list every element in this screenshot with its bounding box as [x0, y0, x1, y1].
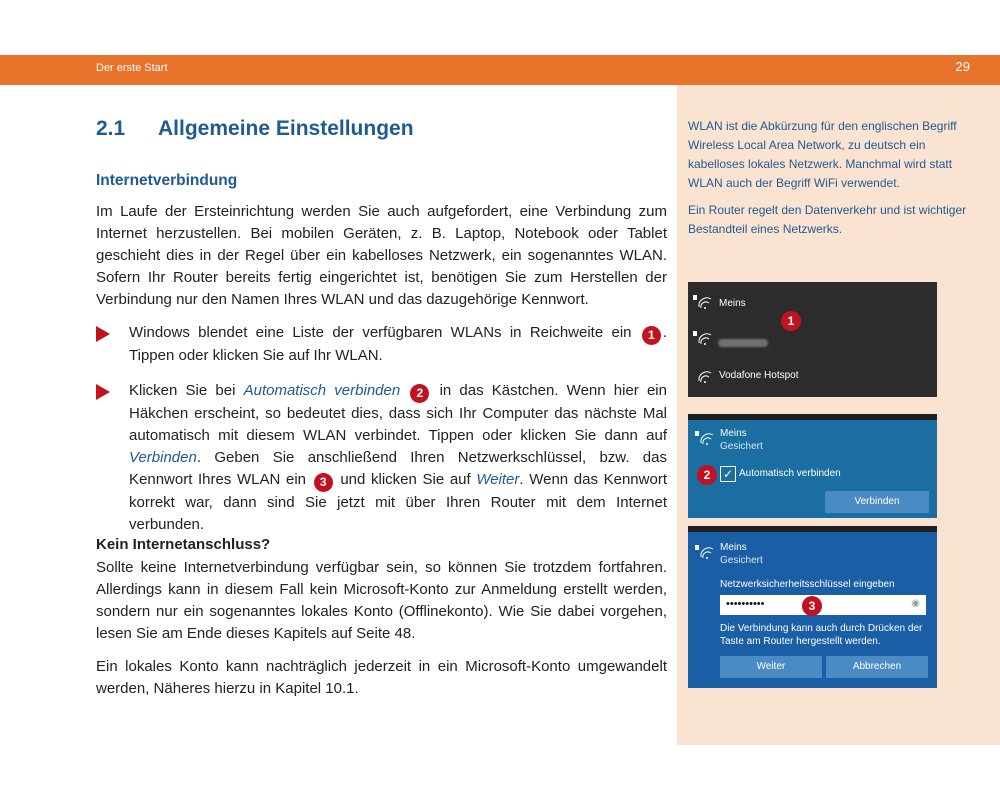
- step-badge-3: 3: [802, 596, 822, 616]
- section-number: 2.1: [96, 117, 126, 140]
- network-status: Gesichert: [720, 555, 763, 566]
- no-internet-paragraph: Sollte keine Internetverbindung verfügbar sein, so können Sie trotzdem fortfahren. Allerdings kann in diesem Fall kein Microsoft-Konto zur Anmeldung erstellt werden, sondern nur ein sogenanntes lokales Konto (Offlinekonto). Wie Sie dabei vorgehen, lesen Sie am Ende dieses Kapitels auf Seite 48.: [96, 559, 667, 642]
- secured-wifi-icon: [694, 544, 716, 560]
- step-badge-1: 1: [781, 311, 801, 331]
- network-name: Meins: [720, 542, 747, 553]
- network-name-1: Meins: [719, 298, 746, 309]
- step-badge-2: 2: [697, 465, 717, 485]
- page-header-bar: [0, 55, 1000, 85]
- link-automatisch-verbinden: Automatisch verbinden: [243, 382, 401, 399]
- key-label: Netzwerksicherheitsschlüssel eingeben: [720, 579, 895, 590]
- router-hint: Die Verbindung kann auch durch Drücken der Taste am Router hergestellt werden.: [720, 623, 923, 647]
- secured-wifi-icon: [692, 294, 714, 310]
- bullet-item-2: [96, 380, 667, 536]
- section-heading: [96, 117, 414, 141]
- bullet1-text-post: . Tippen oder klicken Sie auf Ihr WLAN.: [129, 324, 667, 364]
- screenshot-password: [688, 526, 937, 688]
- key-input[interactable]: [720, 595, 926, 615]
- auto-connect-label: Automatisch verbinden: [739, 468, 841, 479]
- secured-wifi-icon: [694, 430, 716, 446]
- reveal-password-icon[interactable]: ◉: [911, 598, 920, 609]
- secured-wifi-icon: [692, 330, 714, 346]
- subheading: Internetverbindung: [96, 172, 238, 189]
- no-internet-heading: Kein Internetanschluss?: [96, 536, 271, 553]
- bullet2-text-2: in das Kästchen. Wenn hier ein Häkchen erscheint, so bedeutet dies, dass sich Ihr Computer das nächste Mal automatisch mit diesem WLAN verbindet. Tippen oder klicken Sie dann auf: [129, 382, 667, 444]
- page-number: 29: [955, 59, 970, 74]
- chapter-title: Der erste Start: [96, 62, 168, 74]
- auto-connect-checkbox[interactable]: ✓: [720, 466, 736, 482]
- bullet-text-2: [129, 380, 667, 536]
- link-verbinden: Verbinden: [129, 449, 197, 466]
- bullet-arrow-icon: [96, 326, 110, 342]
- sidebar-note-router: Ein Router regelt den Datenverkehr und ist wichtiger Bestandteil eines Netzwerks.: [688, 203, 967, 236]
- bullet-arrow-icon: [96, 384, 110, 400]
- bullet2-text-1: Klicken Sie bei: [129, 382, 244, 399]
- step-marker-1: 1: [642, 326, 661, 345]
- next-button[interactable]: Weiter: [720, 656, 822, 678]
- connect-button[interactable]: Verbinden: [825, 491, 929, 513]
- wifi-icon: [692, 368, 714, 384]
- sidebar-note-wlan: WLAN ist die Abkürzung für den englischen Begriff Wireless Local Area Network, zu deutsch ein kabelloses lokales Netzwerk. Manchmal wird statt WLAN auch der Begriff WiFi verwendet.: [688, 119, 957, 190]
- screenshot-network-list: [688, 282, 937, 397]
- bullet-item-1: [96, 322, 667, 367]
- bullet2-text-3: . Geben Sie anschließend Ihren Netzwerkschlüssel, bzw. das Kennwort Ihres WLAN ein: [129, 449, 667, 488]
- network-status: Gesichert: [720, 441, 763, 452]
- section-title: Allgemeine Einstellungen: [158, 117, 414, 140]
- blurred-network-name: [718, 339, 768, 347]
- outro-paragraph: Ein lokales Konto kann nachträglich jederzeit in ein Microsoft-Konto umgewandelt werden, Näheres hierzu in Kapitel 10.1.: [96, 658, 667, 697]
- step-marker-3: 3: [314, 473, 333, 492]
- bullet1-text-pre: Windows blendet eine Liste der verfügbaren WLANs in Reichweite ein: [129, 324, 640, 341]
- network-name-3: Vodafone Hotspot: [719, 370, 799, 381]
- key-input-value: ••••••••••: [726, 598, 765, 610]
- bullet-text-1: [129, 322, 667, 367]
- step-marker-2: 2: [410, 384, 429, 403]
- network-name: Meins: [720, 428, 747, 439]
- cancel-button[interactable]: Abbrechen: [826, 656, 928, 678]
- link-weiter: Weiter: [476, 471, 520, 488]
- bullet2-text-5: . Wenn das Kennwort korrekt war, dann sind Sie jetzt mit über Ihren Router mit dem Internet verbunden.: [129, 471, 667, 533]
- intro-paragraph: Im Laufe der Ersteinrichtung werden Sie auch aufgefordert, eine Verbindung zum Internet herzustellen. Bei mobilen Geräten, z. B. Laptop, Notebook oder Tablet geschieht dies in der Regel über ein kabelloses Netzwerk, ein sogenanntes WLAN. Sofern Ihr Router bereits fertig eingerichtet ist, benötigen Sie zum Herstellen der Verbindung nur den Namen Ihres WLAN und das dazugehörige Kennwort.: [96, 203, 667, 308]
- bullet2-text-4: und klicken Sie auf: [334, 471, 477, 488]
- screenshot-connect: [688, 414, 937, 518]
